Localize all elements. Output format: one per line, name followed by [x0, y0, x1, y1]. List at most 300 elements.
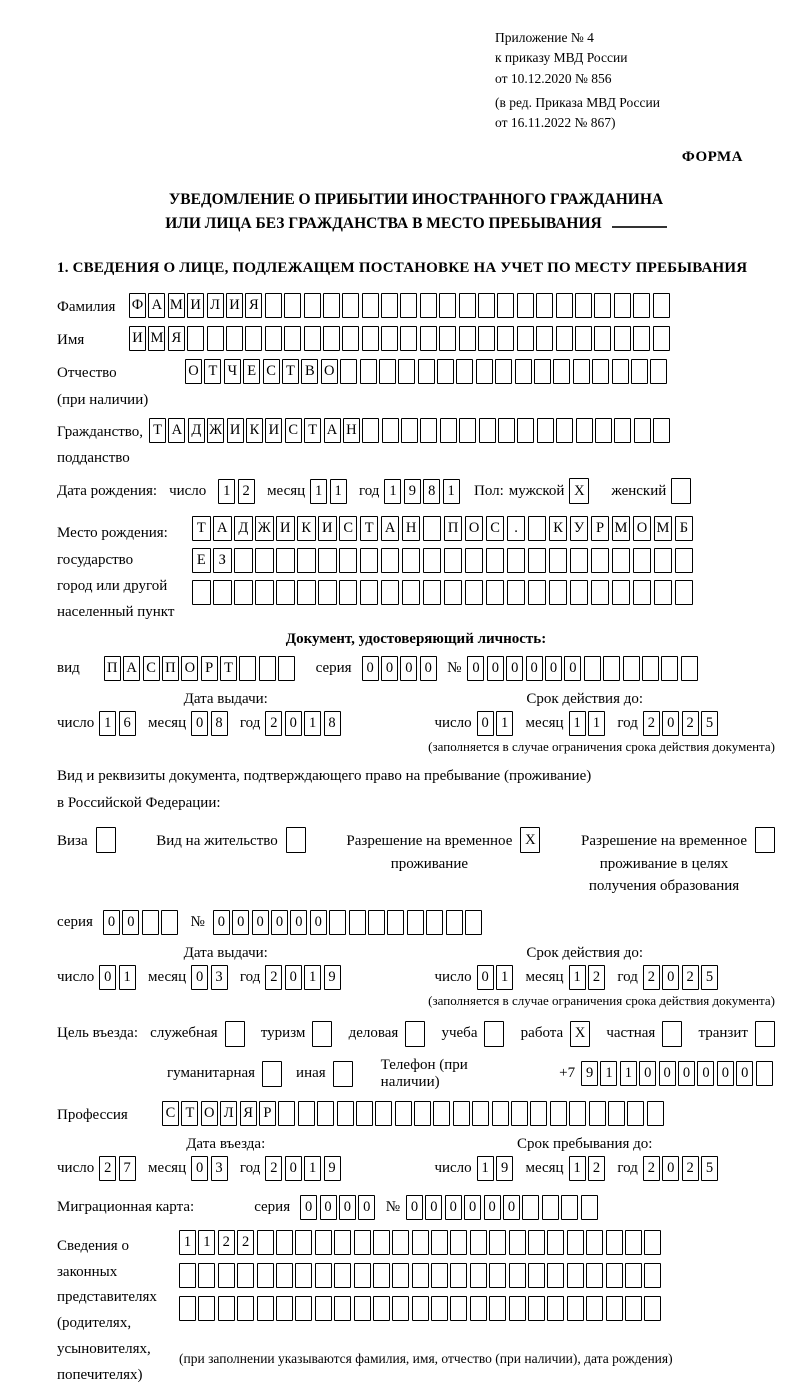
form-cell[interactable]: 0 — [477, 711, 494, 736]
form-cell[interactable]: Р — [201, 656, 218, 681]
form-cell[interactable]: А — [324, 418, 341, 443]
form-cell[interactable] — [662, 1021, 682, 1047]
form-cell[interactable] — [623, 656, 640, 681]
form-cell[interactable] — [459, 293, 476, 318]
form-cell[interactable] — [218, 1263, 235, 1288]
form-cell[interactable] — [489, 1296, 506, 1321]
form-cell[interactable] — [318, 548, 337, 573]
form-cell[interactable] — [591, 580, 610, 605]
form-cell[interactable] — [333, 1061, 353, 1087]
form-cell[interactable]: Д — [234, 516, 253, 541]
form-cell[interactable]: 0 — [213, 910, 230, 935]
form-cell[interactable] — [381, 580, 400, 605]
form-cell[interactable] — [412, 1296, 429, 1321]
form-cell[interactable] — [437, 359, 454, 384]
form-cell[interactable] — [608, 1101, 625, 1126]
form-cell[interactable] — [492, 1101, 509, 1126]
form-cell[interactable] — [339, 548, 358, 573]
form-cell[interactable] — [400, 293, 417, 318]
form-cell[interactable]: Ж — [255, 516, 274, 541]
form-cell[interactable] — [603, 656, 620, 681]
form-cell[interactable] — [528, 548, 547, 573]
form-cell[interactable] — [542, 1195, 559, 1220]
form-cell[interactable]: 1 — [304, 1156, 321, 1181]
form-cell[interactable] — [295, 1230, 312, 1255]
form-cell[interactable] — [495, 359, 512, 384]
form-cell[interactable] — [528, 580, 547, 605]
form-cell[interactable] — [479, 418, 496, 443]
form-cell[interactable]: 0 — [662, 711, 679, 736]
form-cell[interactable] — [431, 1296, 448, 1321]
form-cell[interactable]: 1 — [310, 479, 327, 504]
form-cell[interactable] — [405, 1021, 425, 1047]
form-cell[interactable] — [534, 359, 551, 384]
form-cell[interactable]: Ж — [207, 418, 224, 443]
form-cell[interactable]: 2 — [588, 965, 605, 990]
form-cell[interactable] — [381, 548, 400, 573]
form-cell[interactable] — [614, 418, 631, 443]
form-cell[interactable]: К — [549, 516, 568, 541]
form-cell[interactable] — [644, 1263, 661, 1288]
form-cell[interactable] — [284, 293, 301, 318]
form-cell[interactable]: 0 — [285, 1156, 302, 1181]
form-cell[interactable]: Р — [591, 516, 610, 541]
form-cell[interactable]: 1 — [119, 965, 136, 990]
form-cell[interactable]: 9 — [581, 1061, 598, 1086]
form-cell[interactable]: С — [339, 516, 358, 541]
form-cell[interactable]: 0 — [310, 910, 327, 935]
form-cell[interactable] — [295, 1296, 312, 1321]
form-cell[interactable]: Я — [245, 293, 262, 318]
form-cell[interactable]: 1 — [218, 479, 235, 504]
form-cell[interactable] — [298, 1101, 315, 1126]
form-cell[interactable]: О — [181, 656, 198, 681]
form-cell[interactable] — [644, 1296, 661, 1321]
form-cell[interactable]: 2 — [643, 711, 660, 736]
form-cell[interactable] — [561, 1195, 578, 1220]
form-cell[interactable] — [509, 1230, 526, 1255]
form-cell[interactable] — [507, 580, 526, 605]
form-cell[interactable] — [398, 359, 415, 384]
form-cell[interactable]: 2 — [218, 1230, 235, 1255]
form-cell[interactable]: 8 — [324, 711, 341, 736]
form-cell[interactable] — [450, 1296, 467, 1321]
form-cell[interactable]: 0 — [320, 1195, 337, 1220]
form-cell[interactable] — [368, 910, 385, 935]
form-cell[interactable] — [497, 293, 514, 318]
form-cell[interactable]: 1 — [443, 479, 460, 504]
form-cell[interactable]: А — [148, 293, 165, 318]
form-cell[interactable] — [284, 326, 301, 351]
form-cell[interactable]: 2 — [588, 1156, 605, 1181]
form-cell[interactable]: 1 — [198, 1230, 215, 1255]
form-cell[interactable] — [570, 580, 589, 605]
form-cell[interactable] — [589, 1101, 606, 1126]
form-cell[interactable] — [625, 1230, 642, 1255]
form-cell[interactable]: 2 — [682, 711, 699, 736]
form-cell[interactable] — [354, 1296, 371, 1321]
form-cell[interactable] — [412, 1230, 429, 1255]
form-cell[interactable] — [581, 1195, 598, 1220]
form-cell[interactable] — [360, 580, 379, 605]
form-cell[interactable]: М — [654, 516, 673, 541]
form-cell[interactable] — [453, 1101, 470, 1126]
form-cell[interactable]: О — [633, 516, 652, 541]
form-cell[interactable] — [569, 1101, 586, 1126]
form-cell[interactable] — [633, 548, 652, 573]
form-cell[interactable] — [373, 1230, 390, 1255]
form-cell[interactable]: 8 — [423, 479, 440, 504]
form-cell[interactable]: 1 — [569, 711, 586, 736]
form-cell[interactable]: С — [486, 516, 505, 541]
form-cell[interactable]: Н — [343, 418, 360, 443]
form-cell[interactable] — [286, 827, 306, 853]
form-cell[interactable] — [614, 293, 631, 318]
form-cell[interactable]: X — [520, 827, 540, 853]
form-cell[interactable] — [420, 326, 437, 351]
form-cell[interactable] — [192, 580, 211, 605]
form-cell[interactable] — [339, 580, 358, 605]
form-cell[interactable] — [654, 580, 673, 605]
form-cell[interactable] — [647, 1101, 664, 1126]
form-cell[interactable] — [573, 359, 590, 384]
form-cell[interactable] — [360, 548, 379, 573]
form-cell[interactable]: И — [187, 293, 204, 318]
form-cell[interactable] — [556, 293, 573, 318]
form-cell[interactable] — [426, 910, 443, 935]
form-cell[interactable] — [661, 656, 678, 681]
form-cell[interactable] — [207, 326, 224, 351]
form-cell[interactable]: 0 — [445, 1195, 462, 1220]
form-cell[interactable]: 0 — [659, 1061, 676, 1086]
form-cell[interactable] — [340, 359, 357, 384]
form-cell[interactable]: С — [162, 1101, 179, 1126]
form-cell[interactable] — [456, 359, 473, 384]
form-cell[interactable] — [257, 1263, 274, 1288]
form-cell[interactable] — [465, 910, 482, 935]
form-cell[interactable] — [575, 293, 592, 318]
form-cell[interactable]: 3 — [211, 965, 228, 990]
form-cell[interactable]: Ф — [129, 293, 146, 318]
form-cell[interactable] — [517, 293, 534, 318]
form-cell[interactable]: И — [129, 326, 146, 351]
form-cell[interactable] — [96, 827, 116, 853]
form-cell[interactable] — [198, 1296, 215, 1321]
form-cell[interactable] — [329, 910, 346, 935]
form-cell[interactable]: 9 — [324, 965, 341, 990]
form-cell[interactable] — [318, 580, 337, 605]
form-cell[interactable] — [528, 1296, 545, 1321]
form-cell[interactable] — [470, 1296, 487, 1321]
form-cell[interactable]: С — [263, 359, 280, 384]
form-cell[interactable] — [179, 1296, 196, 1321]
form-cell[interactable] — [654, 548, 673, 573]
form-cell[interactable] — [459, 326, 476, 351]
form-cell[interactable] — [556, 326, 573, 351]
form-cell[interactable]: З — [213, 548, 232, 573]
form-cell[interactable] — [423, 580, 442, 605]
form-cell[interactable]: 0 — [271, 910, 288, 935]
form-cell[interactable]: 2 — [237, 1230, 254, 1255]
form-cell[interactable] — [570, 548, 589, 573]
form-cell[interactable] — [423, 548, 442, 573]
form-cell[interactable]: У — [570, 516, 589, 541]
form-cell[interactable] — [528, 516, 547, 541]
form-cell[interactable]: А — [381, 516, 400, 541]
form-cell[interactable]: 0 — [487, 656, 504, 681]
form-cell[interactable]: Д — [188, 418, 205, 443]
form-cell[interactable] — [259, 656, 276, 681]
form-cell[interactable]: Т — [181, 1101, 198, 1126]
form-cell[interactable]: 0 — [103, 910, 120, 935]
form-cell[interactable] — [756, 1061, 773, 1086]
form-cell[interactable]: 1 — [569, 965, 586, 990]
form-cell[interactable] — [439, 326, 456, 351]
form-cell[interactable]: А — [168, 418, 185, 443]
form-cell[interactable]: Б — [675, 516, 694, 541]
form-cell[interactable]: 0 — [736, 1061, 753, 1086]
form-cell[interactable]: 0 — [285, 711, 302, 736]
form-cell[interactable] — [278, 1101, 295, 1126]
form-cell[interactable]: 2 — [682, 1156, 699, 1181]
form-cell[interactable] — [420, 418, 437, 443]
form-cell[interactable] — [633, 580, 652, 605]
form-cell[interactable]: 0 — [697, 1061, 714, 1086]
form-cell[interactable]: И — [318, 516, 337, 541]
form-cell[interactable] — [226, 326, 243, 351]
form-cell[interactable] — [509, 1296, 526, 1321]
form-cell[interactable]: К — [246, 418, 263, 443]
form-cell[interactable] — [375, 1101, 392, 1126]
form-cell[interactable] — [517, 418, 534, 443]
form-cell[interactable]: 0 — [464, 1195, 481, 1220]
form-cell[interactable] — [234, 580, 253, 605]
form-cell[interactable]: О — [321, 359, 338, 384]
form-cell[interactable] — [440, 418, 457, 443]
form-cell[interactable] — [342, 326, 359, 351]
form-cell[interactable]: Е — [192, 548, 211, 573]
form-cell[interactable]: 0 — [400, 656, 417, 681]
form-cell[interactable] — [297, 548, 316, 573]
form-cell[interactable] — [627, 1101, 644, 1126]
form-cell[interactable] — [312, 1021, 332, 1047]
form-cell[interactable] — [431, 1230, 448, 1255]
form-cell[interactable] — [414, 1101, 431, 1126]
form-cell[interactable] — [517, 326, 534, 351]
form-cell[interactable]: В — [301, 359, 318, 384]
form-cell[interactable] — [522, 1195, 539, 1220]
form-cell[interactable] — [614, 326, 631, 351]
form-cell[interactable] — [486, 580, 505, 605]
form-cell[interactable]: П — [444, 516, 463, 541]
form-cell[interactable] — [179, 1263, 196, 1288]
form-cell[interactable] — [255, 580, 274, 605]
form-cell[interactable] — [349, 910, 366, 935]
form-cell[interactable] — [276, 1230, 293, 1255]
form-cell[interactable] — [431, 1263, 448, 1288]
form-cell[interactable]: О — [465, 516, 484, 541]
form-cell[interactable]: 2 — [99, 1156, 116, 1181]
form-cell[interactable] — [446, 910, 463, 935]
form-cell[interactable]: 1 — [496, 711, 513, 736]
form-cell[interactable] — [450, 1263, 467, 1288]
form-cell[interactable] — [187, 326, 204, 351]
form-cell[interactable] — [547, 1263, 564, 1288]
form-cell[interactable] — [382, 418, 399, 443]
form-cell[interactable] — [257, 1230, 274, 1255]
form-cell[interactable] — [362, 293, 379, 318]
form-cell[interactable]: 0 — [545, 656, 562, 681]
form-cell[interactable] — [315, 1296, 332, 1321]
form-cell[interactable] — [295, 1263, 312, 1288]
form-cell[interactable] — [337, 1101, 354, 1126]
form-cell[interactable]: 0 — [191, 711, 208, 736]
form-cell[interactable] — [412, 1263, 429, 1288]
form-cell[interactable] — [198, 1263, 215, 1288]
form-cell[interactable] — [297, 580, 316, 605]
form-cell[interactable]: Р — [259, 1101, 276, 1126]
form-cell[interactable] — [387, 910, 404, 935]
form-cell[interactable]: О — [201, 1101, 218, 1126]
form-cell[interactable] — [606, 1296, 623, 1321]
form-cell[interactable]: 2 — [265, 711, 282, 736]
form-cell[interactable]: 0 — [122, 910, 139, 935]
form-cell[interactable]: Т — [192, 516, 211, 541]
form-cell[interactable] — [549, 548, 568, 573]
form-cell[interactable]: 8 — [211, 711, 228, 736]
form-cell[interactable] — [633, 326, 650, 351]
form-cell[interactable] — [653, 326, 670, 351]
form-cell[interactable] — [486, 548, 505, 573]
form-cell[interactable]: 0 — [290, 910, 307, 935]
form-cell[interactable] — [498, 418, 515, 443]
form-cell[interactable] — [653, 293, 670, 318]
form-cell[interactable]: И — [226, 293, 243, 318]
form-cell[interactable] — [304, 326, 321, 351]
form-cell[interactable] — [262, 1061, 282, 1087]
form-cell[interactable]: М — [612, 516, 631, 541]
form-cell[interactable] — [530, 1101, 547, 1126]
form-cell[interactable] — [465, 548, 484, 573]
form-cell[interactable]: 0 — [362, 656, 379, 681]
form-cell[interactable] — [402, 548, 421, 573]
form-cell[interactable] — [612, 548, 631, 573]
form-cell[interactable]: 2 — [643, 1156, 660, 1181]
form-cell[interactable] — [671, 478, 691, 504]
form-cell[interactable] — [509, 1263, 526, 1288]
form-cell[interactable]: Я — [240, 1101, 257, 1126]
form-cell[interactable]: 0 — [477, 965, 494, 990]
form-cell[interactable] — [489, 1263, 506, 1288]
form-cell[interactable]: X — [570, 1021, 590, 1047]
form-cell[interactable]: 2 — [238, 479, 255, 504]
form-cell[interactable]: 5 — [701, 1156, 718, 1181]
form-cell[interactable] — [625, 1263, 642, 1288]
form-cell[interactable] — [323, 326, 340, 351]
form-cell[interactable]: X — [569, 478, 589, 504]
form-cell[interactable] — [515, 359, 532, 384]
form-cell[interactable]: С — [143, 656, 160, 681]
form-cell[interactable] — [612, 359, 629, 384]
form-cell[interactable]: 2 — [265, 965, 282, 990]
form-cell[interactable] — [334, 1263, 351, 1288]
form-cell[interactable] — [549, 580, 568, 605]
form-cell[interactable] — [547, 1296, 564, 1321]
form-cell[interactable]: 0 — [425, 1195, 442, 1220]
form-cell[interactable]: 1 — [304, 711, 321, 736]
form-cell[interactable] — [225, 1021, 245, 1047]
form-cell[interactable] — [536, 293, 553, 318]
form-cell[interactable] — [484, 1021, 504, 1047]
form-cell[interactable] — [472, 1101, 489, 1126]
form-cell[interactable] — [265, 326, 282, 351]
form-cell[interactable] — [478, 293, 495, 318]
form-cell[interactable]: Е — [243, 359, 260, 384]
form-cell[interactable]: Т — [204, 359, 221, 384]
form-cell[interactable]: Т — [282, 359, 299, 384]
form-cell[interactable] — [439, 293, 456, 318]
form-cell[interactable]: Л — [207, 293, 224, 318]
form-cell[interactable]: 0 — [285, 965, 302, 990]
form-cell[interactable]: 0 — [252, 910, 269, 935]
form-cell[interactable] — [612, 580, 631, 605]
form-cell[interactable]: 0 — [662, 1156, 679, 1181]
form-cell[interactable] — [465, 580, 484, 605]
form-cell[interactable] — [584, 656, 601, 681]
form-cell[interactable] — [317, 1101, 334, 1126]
form-cell[interactable] — [342, 293, 359, 318]
form-cell[interactable]: 1 — [600, 1061, 617, 1086]
form-cell[interactable]: Т — [360, 516, 379, 541]
form-cell[interactable]: 5 — [701, 711, 718, 736]
form-cell[interactable] — [354, 1230, 371, 1255]
form-cell[interactable] — [675, 548, 694, 573]
form-cell[interactable] — [594, 326, 611, 351]
form-cell[interactable] — [218, 1296, 235, 1321]
form-cell[interactable]: 9 — [324, 1156, 341, 1181]
form-cell[interactable]: Я — [168, 326, 185, 351]
form-cell[interactable] — [547, 1230, 564, 1255]
form-cell[interactable]: 1 — [569, 1156, 586, 1181]
form-cell[interactable] — [400, 326, 417, 351]
form-cell[interactable] — [567, 1230, 584, 1255]
form-cell[interactable]: А — [123, 656, 140, 681]
form-cell[interactable] — [245, 326, 262, 351]
form-cell[interactable] — [497, 326, 514, 351]
form-cell[interactable]: 1 — [477, 1156, 494, 1181]
form-cell[interactable] — [528, 1230, 545, 1255]
form-cell[interactable]: Т — [304, 418, 321, 443]
form-cell[interactable] — [420, 293, 437, 318]
form-cell[interactable] — [402, 580, 421, 605]
form-cell[interactable] — [644, 1230, 661, 1255]
form-cell[interactable]: Л — [220, 1101, 237, 1126]
form-cell[interactable]: К — [297, 516, 316, 541]
form-cell[interactable]: 0 — [232, 910, 249, 935]
form-cell[interactable]: 1 — [99, 711, 116, 736]
form-cell[interactable]: 0 — [506, 656, 523, 681]
form-cell[interactable]: 1 — [330, 479, 347, 504]
form-cell[interactable]: 6 — [119, 711, 136, 736]
form-cell[interactable]: 0 — [420, 656, 437, 681]
form-cell[interactable] — [567, 1296, 584, 1321]
form-cell[interactable] — [392, 1230, 409, 1255]
form-cell[interactable]: 1 — [620, 1061, 637, 1086]
form-cell[interactable] — [354, 1263, 371, 1288]
form-cell[interactable] — [755, 1021, 775, 1047]
form-cell[interactable]: 0 — [339, 1195, 356, 1220]
form-cell[interactable] — [575, 326, 592, 351]
